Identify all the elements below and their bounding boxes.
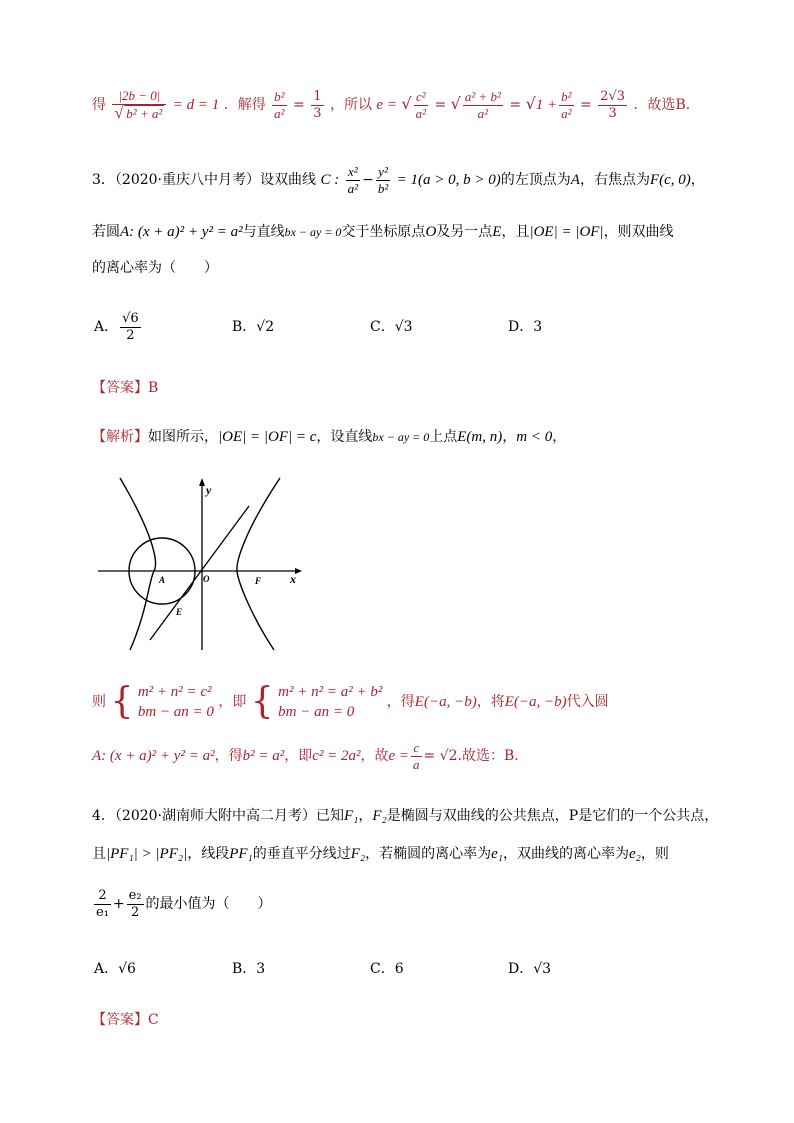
x-axis-arrow <box>295 568 302 574</box>
b2-over-a2-fraction: $\frac{\text{b²}}{\text{a²}}$ <box>274 88 285 121</box>
hyperbola-circle-figure <box>92 472 312 654</box>
q4-line3: $\frac{2}{\text{e₁}}$ + $\frac{\text{e₂}}{2}$ 的最小值为（ ） <box>96 887 272 920</box>
F-label: F <box>255 576 262 586</box>
q4-option-c[interactable]: C．6 <box>370 961 404 977</box>
O-label: O <box>203 574 210 584</box>
q3-line3: 的离心率为（ ） <box>92 260 218 276</box>
hyperbola-left-branch <box>120 478 155 650</box>
q3-source: （2020·重庆八中月考） <box>114 172 261 188</box>
E-label: E <box>176 607 183 617</box>
q4-line2: 且|PF₁| > |PF₂|，线段PF₁的垂直平分线过F₂，若椭圆的离心率为e₁，双曲线的离心率为e₂，则 <box>92 846 669 862</box>
y-label: y <box>206 483 212 497</box>
q3-option-d[interactable]: D．3 <box>508 319 543 335</box>
q3-answer: 【答案】B <box>92 380 159 396</box>
distance-fraction: $\frac{|2b - 0|}{\text{√ b² + a²}}$ <box>112 88 166 122</box>
q3-option-a[interactable]: A． $\frac{√6}{2}$ <box>94 310 139 343</box>
A-label: A <box>159 575 166 585</box>
q2-solution-line: 得 $\frac{|2b - 0|}{\text{√ b² + a²}}$ = d = 1 ．解得 $\frac{\text{b²}}{\text{a²}}$ = $\frac{1}{3}$ ，所以 e = √ $\frac{\text{c²}}{\text{a²}}$ = √ $\frac{\text{a² + b²}}{\text{a²}}$ = √1 + $\frac{\text{b²}}{\text{a²}}$ = $\frac{2√3}{3}$ ．故选B． <box>92 88 700 122</box>
hyperbola-right-branch <box>237 478 280 650</box>
q4-source: （2020·湖南师大附中高二月考） <box>114 808 317 824</box>
x-label: x <box>290 572 296 586</box>
q3-line2: 若圆A: (x + a)² + y² = a²与直线bx − ay = 0交于坐标原点O及另一点E，且|OE| = |OF|，则双曲线 <box>92 224 674 240</box>
one-third-fraction: $\frac{1}{3}$ <box>313 88 322 121</box>
q4-answer: 【答案】C <box>92 1012 159 1028</box>
line-bx-ay <box>150 506 249 640</box>
q4-option-b[interactable]: B．3 <box>232 961 266 977</box>
q3-line1: 3．（2020·重庆八中月考）设双曲线 C : $\frac{\text{x²}}{\text{a²}}$ − $\frac{\text{y²}}{\text{b²}}$ = 1(a > 0, b > 0)的左顶点为A，右焦点为F(c, 0)， <box>92 163 705 196</box>
q3-option-b[interactable]: B．√2 <box>232 319 275 335</box>
q4-option-d[interactable]: D．√3 <box>508 961 552 977</box>
q3-option-c[interactable]: C．√3 <box>370 319 413 335</box>
q4-line1: 4．（2020·湖南师大附中高二月考）已知F₁，F₂是椭圆与双曲线的公共焦点，P是它们的一个公共点， <box>92 808 719 824</box>
y-axis-arrow <box>199 478 205 486</box>
answer-fraction: $\frac{2√3}{3}$ <box>600 88 626 121</box>
q2-prefix: 得 <box>92 97 106 113</box>
q4-option-a[interactable]: A．√6 <box>94 961 136 977</box>
system-1: m² + n² = c² bm − an = 0 <box>137 684 214 720</box>
system-2: m² + n² = a² + b² bm − an = 0 <box>278 684 383 720</box>
q3-analysis: 【解析】如图所示，|OE| = |OF| = c，设直线bx − ay = 0上点E(m, n)，m < 0， <box>92 429 567 445</box>
derive-line2: A: (x + a)² + y² = a²，得b² = a²，即c² = 2a²，故e = $\frac{c}{a}$ = √2.故选：B. <box>92 739 519 772</box>
derive-line1: 则 { m² + n² = c² bm − an = 0 ，即 { m² + n² = a² + b² bm − an = 0 ，得E(−a, −b)，将E(−a, −b)代入圆 <box>92 681 609 722</box>
